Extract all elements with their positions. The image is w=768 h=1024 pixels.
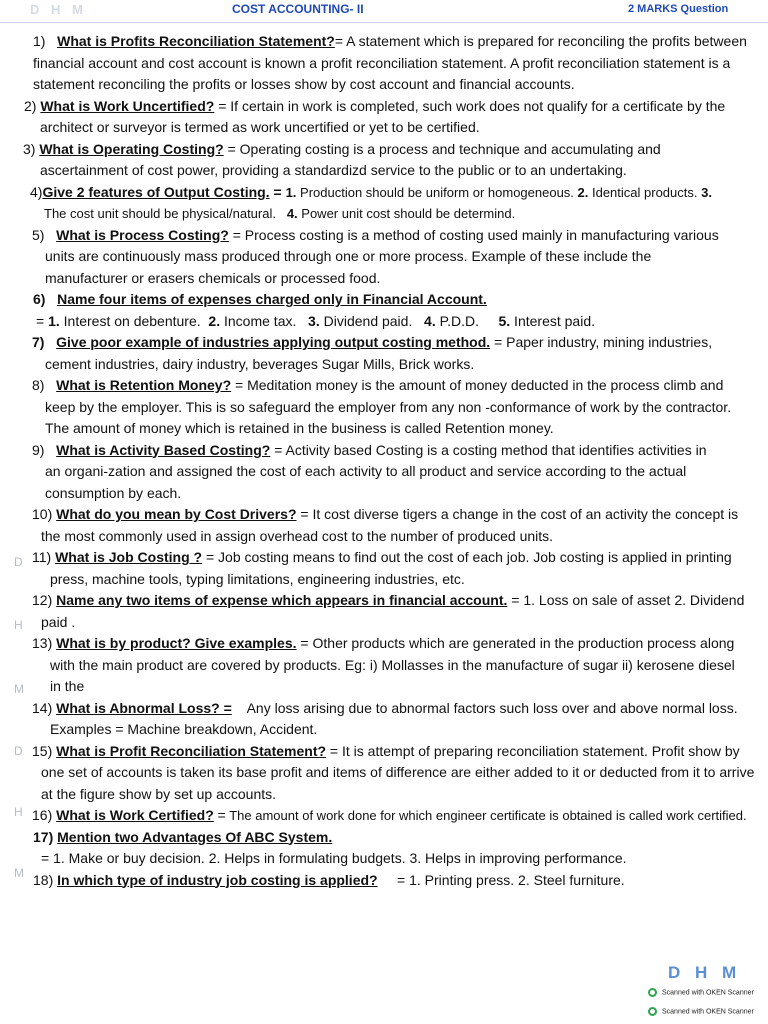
document-title: COST ACCOUNTING- II — [232, 2, 364, 16]
margin-mark: D — [14, 744, 23, 758]
question-title: Give 2 features of Output Costing. — [42, 183, 270, 200]
scanner-logo-icon — [648, 988, 657, 997]
answer-text: If certain in work is completed, such work does not qualify for a certificate by the architect or surveyor is termed as work uncertified or yet to be certified. — [40, 97, 726, 135]
answer-text: A statement which is prepared for reconciling the profits between financial account and cost account is known a profit reconciliation statement. A profit reconciliation statement is a statement reconciling the profits or losses show by cost account and financial accounts. — [33, 33, 747, 92]
header-watermark: D H M — [30, 2, 87, 17]
question-18: 18) In which type of industry job costing is applied? = 1. Printing press. 2. Steel furniture. — [33, 871, 625, 888]
answer-text: = 1. Printing press. 2. Steel furniture. — [393, 871, 625, 888]
answer-text: Activity based Costing is a costing method that identifies activities in an organi-zation and assigned the cost of each activity to all product and service according to the actual consumption by each. — [45, 441, 707, 501]
question-7: 7) Give poor example of industries applying output costing method. = Paper industry, mining industries, cement industries, dairy industry, beverages Sugar Mills, Brick works. — [32, 334, 713, 372]
margin-mark: M — [14, 682, 24, 696]
question-6-answer: = 1. Interest on debenture. 2. Income tax. 3. Dividend paid. 4. P.D.D. 5. Interest paid. — [36, 312, 595, 329]
answer-text: 1. Loss on sale of asset 2. Dividend paid . — [41, 592, 745, 630]
answer-text: Meditation money is the amount of money deducted in the process climb and keep by the employer. This is so safeguard the employer from any non -conformance of work by the contractor. The amount of money which is retained in the business is called Retention money. — [45, 377, 732, 436]
question-title: Name four items of expenses charged only in Financial Account. — [57, 291, 487, 307]
question-title: What is Retention Money? — [56, 377, 232, 393]
question-title: What is Work Certified? — [56, 807, 214, 823]
answer-text: Paper industry, mining industries, cement industries, dairy industry, beverages Sugar Mills, Brick works. — [45, 334, 713, 372]
question-list — [0, 31, 768, 891]
question-title: What is Job Costing ? — [55, 549, 203, 565]
question-title: What do you mean by Cost Drivers? — [56, 506, 297, 522]
margin-mark: H — [14, 618, 23, 632]
question-2: 2) What is Work Uncertified? = If certain in work is completed, such work does not qualify for a certificate by the architect or surveyor is termed as work uncertified or yet to be certified. — [24, 97, 726, 135]
question-10: 10) What do you mean by Cost Drivers? = It cost diverse tigers a change in the cost of an activity the concept is the most commonly used in assign overhead cost to the number of produced units. — [32, 506, 739, 544]
answer-text: Operating costing is a process and technique and accumulating and ascertainment of cost power, providing a standardizd service to the public or to an undertaking. — [40, 140, 661, 178]
question-4: 4)Give 2 features of Output Costing. = 1. Production should be uniform or homogeneous. 2. Identical products. 3. The cost unit should be physical/natural. 4. Power unit cost should be determind. — [30, 183, 712, 221]
question-14: 14) What is Abnormal Loss? = Any loss arising due to abnormal factors such loss over and above normal loss. Examples = Machine breakdown, Accident. — [32, 699, 738, 737]
question-17: 17) Mention two Advantages Of ABC System. — [33, 828, 333, 845]
question-title: What is Work Uncertified? — [40, 97, 215, 114]
dhm-logo: D H M — [668, 963, 742, 982]
scanner-logo-icon — [648, 1007, 657, 1016]
question-5: 5) What is Process Costing? = Process costing is a method of costing used mainly in manufacturing various units are continuously mass produced through one or more process. Example of these include the manufacturer or erasers chemicals or processed food. — [32, 226, 719, 286]
margin-mark: M — [14, 866, 24, 880]
answer-text: It cost diverse tigers a change in the cost of an activity the concept is the most commonly used in assign overhead cost to the number of produced units. — [41, 506, 739, 544]
question-title: What is Profit Reconciliation Statement? — [56, 742, 327, 759]
answer-text: Any loss arising due to abnormal factors such loss over and above normal loss. Examples = Machine breakdown, Accident. — [50, 699, 738, 737]
question-1: 1) What is Profits Reconciliation Statement?= A statement which is prepared for reconciling the profits between financial account and cost account is known a profit reconciliation statement. A profit reconciliation statement is a statement reconciling the profits or losses show by cost account and financial accounts. — [33, 33, 747, 92]
question-title: What is Process Costing? — [56, 226, 229, 243]
question-3: 3) What is Operating Costing? = Operating costing is a process and technique and accumulating and ascertainment of cost power, providing a standardizd service to the public or to an undertaking. — [23, 140, 661, 178]
question-11: 11) What is Job Costing ? = Job costing means to find out the cost of each job. Job costing is applied in printing press, machine tools, typing limitations, engineering industries, etc. — [32, 549, 732, 587]
question-title: Give poor example of industries applying output costing method. — [56, 334, 491, 350]
question-13: 13) What is by product? Give examples. = Other products which are generated in the production process along with the main product are covered by products. Eg: i) Mollasses in the manufacture of sugar ii) kerosene diesel in the — [32, 635, 735, 694]
question-title: What is Activity Based Costing? — [56, 441, 271, 458]
answer-text: Job costing means to find out the cost of each job. Job costing is applied in printing press, machine tools, typing limitations, engineering industries, etc. — [50, 549, 732, 587]
answer-text: 1. Production should be uniform or homogeneous. 2. Identical products. 3. The cost unit should be physical/natural. 4. Power unit cost should be determind. — [44, 184, 712, 221]
question-title: In which type of industry job costing is applied? — [57, 871, 378, 888]
question-title: Name any two items of expense which appears in financial account. — [56, 592, 508, 608]
question-title: What is Profits Reconciliation Statement? — [57, 33, 335, 49]
answer-text: Other products which are generated in the production process along with the main product are covered by products. Eg: i) Mollasses in the manufacture of sugar ii) kerosene diesel in the — [50, 635, 735, 694]
scanner-stamp: Scanned with OKEN Scanner — [648, 988, 754, 997]
question-8: 8) What is Retention Money? = Meditation money is the amount of money deducted in the process climb and keep by the employer. This is so safeguard the employer from any non -conformance of work by the contractor. The amount of money which is retained in the business is called Retention money. — [32, 377, 732, 436]
answer-text: Process costing is a method of costing used mainly in manufacturing various units are continuously mass produced through one or more process. Example of these include the manufacturer or erasers chemicals or processed food. — [45, 226, 719, 286]
question-title: What is Operating Costing? — [39, 140, 224, 157]
question-12: 12) Name any two items of expense which appears in financial account. = 1. Loss on sale of asset 2. Dividend paid . — [32, 592, 745, 630]
page-header — [0, 0, 768, 23]
question-6: 6) Name four items of expenses charged only in Financial Account. — [33, 291, 487, 307]
answer-text: = 1. Make or buy decision. 2. Helps in formulating budgets. 3. Helps in improving performance. — [41, 850, 627, 866]
question-15: 15) What is Profit Reconciliation Statement? = It is attempt of preparing reconciliation statement. Profit show by one set of accounts is taken its base profit and items of difference are either added to it or deducted from it to arrive at the figure show by set up accounts. — [32, 742, 755, 802]
question-9: 9) What is Activity Based Costing? = Activity based Costing is a costing method that identifies activities in an organi-zation and assigned the cost of each activity to all product and service according to the actual consumption by each. — [32, 441, 707, 501]
question-title: Mention two Advantages Of ABC System. — [57, 828, 333, 845]
question-17-answer — [0, 848, 768, 870]
question-type-label: 2 MARKS Question — [628, 3, 729, 15]
margin-mark: D — [14, 555, 23, 569]
question-title: What is Abnormal Loss? = — [56, 699, 232, 716]
question-title: What is by product? Give examples. — [56, 635, 297, 651]
answer-text: The amount of work done for which engineer certificate is obtained is called work certified. — [225, 808, 747, 823]
answer-text: It is attempt of preparing reconciliation statement. Profit show by one set of accounts is taken its base profit and items of difference are either added to it or deducted from it to arrive at the figure show by set up accounts. — [41, 742, 755, 802]
scanner-stamp: Scanned with OKEN Scanner — [648, 1007, 754, 1016]
question-16: 16) What is Work Certified? = The amount of work done for which engineer certificate is obtained is called work certified. — [32, 807, 747, 823]
margin-mark: H — [14, 805, 23, 819]
